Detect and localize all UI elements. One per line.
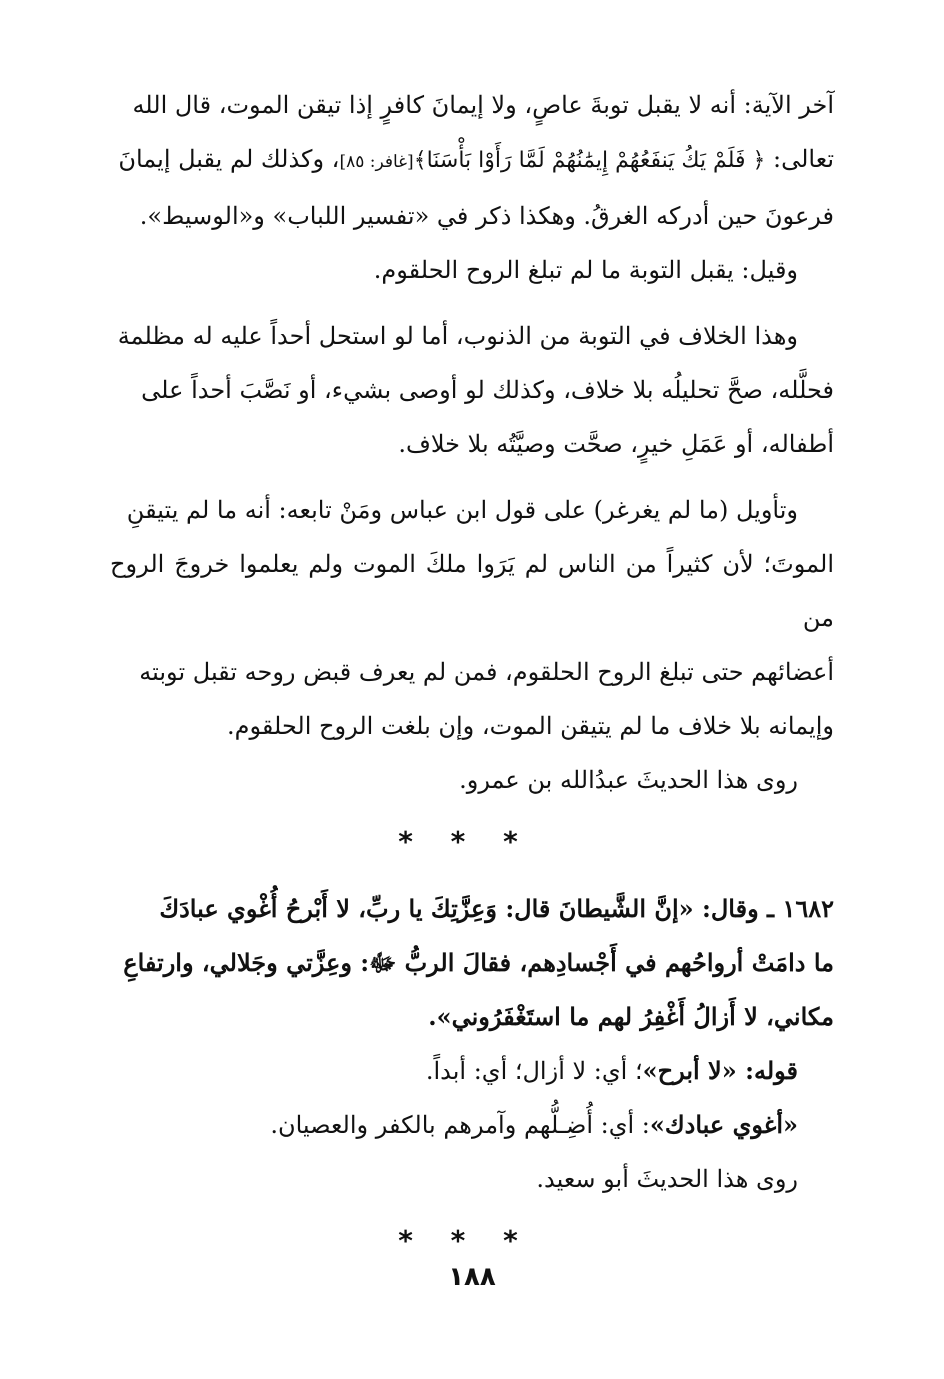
hadith-line-2: ما دامَتْ أرواحُهم في أَجْسادِهم، فقالَ الربُّ ﷻ: وعِزَّتي وجَلالي، وارتفاعِ (123, 948, 834, 977)
paragraph-3-line-3: أطفاله، أو عَمَلِ خيرٍ، صحَّت وصيَّتُه بلا خلاف. (398, 430, 834, 458)
paragraph-4 (110, 483, 834, 753)
paragraph-3 (110, 309, 834, 471)
text-segment: «إنَّ الشَّيطانَ قال: وَعِزَّتِكَ يا ربِّ، لا أَبْرحُ أُغْوي عبادَكَ (159, 894, 694, 923)
paragraph-4-line-4: وإيمانه بلا خلاف ما لم يتيقن الموت، وإن بلغت الروح الحلقوم. (226, 712, 834, 740)
section-separator: * * * (398, 1224, 532, 1257)
paragraph-1-line-2 (110, 132, 834, 189)
text-segment: : أي: أُضِـلُّهم وآمرهم بالكفر والعصيان. (270, 1111, 650, 1139)
paragraph-4-line-1: وتأويل (ما لم يغرغر) على قول ابن عباس ومَنْ تابعه: أنه ما لم يتيقنِ (126, 496, 798, 524)
text-segment: ، وكذلك لم يقبل إيمانَ (118, 145, 340, 173)
paragraph-1-line-1: آخر الآية: أنه لا يقبل توبةَ عاصٍ، ولا إيمانَ كافرٍ إذا تيقن الموت، قال الله (132, 91, 834, 119)
paragraph-4-line-3: أعضائهم حتى تبلغ الروح الحلقوم، فمن لم يعرف قبض روحه تقبل توبته (139, 658, 834, 686)
text-segment: ؛ أي: لا أزال؛ أي: أبداً. (425, 1057, 643, 1085)
paragraph-3-line-1: وهذا الخلاف في التوبة من الذنوب، أما لو استحل أحداً عليه له مظلمة (117, 322, 798, 350)
paragraph-1 (110, 78, 834, 243)
paragraph-5: روى هذا الحديثَ عبدُالله بن عمرو. (459, 766, 798, 794)
verse-citation: [غافر: ٨٥] (339, 152, 414, 172)
explained-term: قوله: «لا أبرح» (642, 1056, 798, 1085)
paragraph-8: روى هذا الحديثَ أبو سعيد. (536, 1165, 798, 1193)
explained-term: «أغوي عبادك» (649, 1110, 798, 1139)
spacer (110, 297, 834, 309)
text-segment: تعالى: (765, 145, 834, 173)
paragraph-4-line-2: الموتَ؛ لأن كثيراً من الناس لم يَرَوا ملكَ الموت ولم يعلموا خروجَ الروح من (110, 550, 834, 632)
section-separator: * * * (398, 825, 532, 858)
paragraph-1-line-3: فرعونَ حين أدركه الغرقُ. وهكذا ذكر في «تفسير اللباب» و«الوسيط». (139, 202, 834, 230)
spacer (110, 471, 834, 483)
paragraph-6 (110, 1044, 834, 1098)
hadith-line-1 (110, 882, 834, 936)
paragraph-7 (110, 1098, 834, 1152)
hadith-line-3: مكاني، لا أَزالُ أَغْفِرُ لهم ما استَغْفَرُوني». (428, 1002, 834, 1031)
hadith-number: ١٦٨٢ ـ وقال: (693, 894, 834, 923)
quran-verse: ﴿ فَلَمْ يَكُ يَنفَعُهُمْ إِيمَٰنُهُمْ لَمَّا رَأَوْا بَأْسَنَا﴾ (413, 148, 766, 173)
page-number: ١٨٨ (448, 1262, 496, 1292)
hadith-text (110, 882, 834, 1044)
paragraph-2: وقيل: يقبل التوبة ما لم تبلغ الروح الحلقوم. (373, 256, 798, 284)
page-body (110, 78, 834, 1281)
paragraph-3-line-2: فحلَّله، صحَّ تحليلُه بلا خلاف، وكذلك لو أوصى بشيء، أو نَصَّبَ أحداً على (141, 376, 834, 404)
